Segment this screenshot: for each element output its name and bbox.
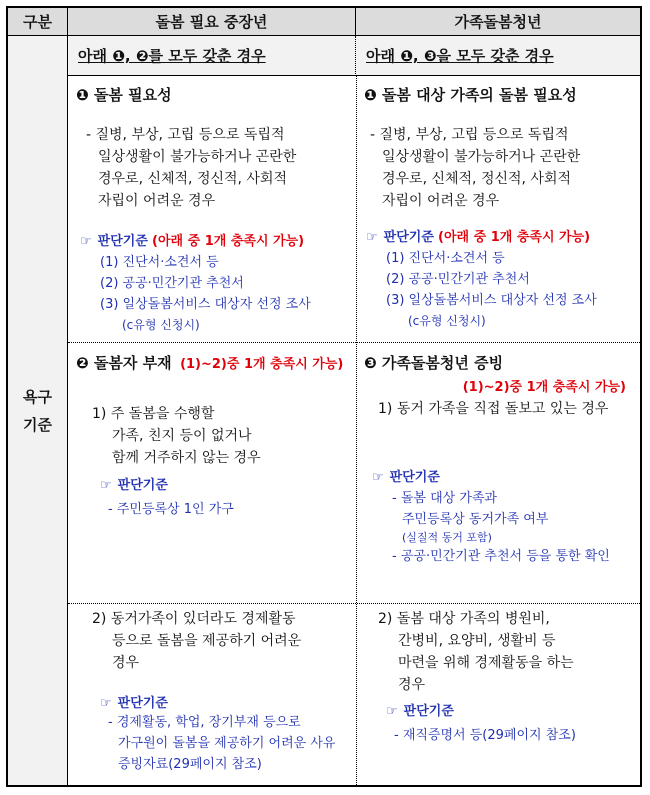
right-s1-criteria-label: 판단기준 xyxy=(383,230,434,245)
right-section2-desc xyxy=(378,398,608,420)
right-s3-desc-line4: 경우 xyxy=(398,677,426,693)
left-s3-desc-line1: 2) 동거가족이 있더라도 경제활동 xyxy=(92,611,296,627)
left-s1-criteria-label: 판단기준 xyxy=(97,234,148,249)
left-section2-criteria xyxy=(100,474,168,493)
left-s2-note: (1)~2)중 1개 충족시 가능) xyxy=(180,357,344,372)
left-s3-desc-line2: 등으로 돌봄을 제공하기 어려운 xyxy=(112,633,302,649)
right-s3-criteria-label: 판단기준 xyxy=(403,704,454,719)
left-s1-item1: (1) 진단서·소견서 등 xyxy=(100,255,219,270)
left-section1-title: ❶ 돌봄 필요성 xyxy=(76,86,172,104)
left-section3-desc xyxy=(92,608,301,674)
left-s2-desc-line1: 1) 주 돌봄을 수행할 xyxy=(92,406,215,422)
left-s2-desc-line2: 가족, 친지 등이 없거나 xyxy=(112,428,252,444)
left-section3-criteria xyxy=(100,692,168,711)
left-s1-criteria-note: (아래 중 1개 충족시 가능) xyxy=(152,234,305,249)
right-s2-criteria-label: 판단기준 xyxy=(389,470,440,485)
right-section1-title: ❶ 돌봄 대상 가족의 돌봄 필요성 xyxy=(364,86,577,104)
right-section3-items xyxy=(394,724,576,743)
right-s1-desc-line3: 경우로, 신체적, 정신적, 사회적 xyxy=(382,171,571,187)
right-s2-item4: - 공공·민간기관 추천서 등을 통한 확인 xyxy=(392,549,610,564)
left-s2-criteria-label: 판단기준 xyxy=(117,478,168,493)
left-section1-criteria xyxy=(80,230,304,249)
right-section2-title: ❸ 가족돌봄청년 증빙 xyxy=(364,354,504,372)
right-section3-criteria xyxy=(386,700,454,719)
right-s2-item1: - 돌봄 대상 가족과 xyxy=(392,491,497,506)
subheader-left xyxy=(68,36,356,76)
right-s1-desc-line2: 일상생활이 불가능하거나 곤란한 xyxy=(382,149,581,165)
pointing-hand-icon: ☞ xyxy=(366,230,378,245)
right-s2-item2: 주민등록상 동거가족 여부 xyxy=(402,512,549,527)
right-s1-item1: (1) 진단서·소견서 등 xyxy=(386,251,505,266)
left-s1-desc-line1: - 질병, 부상, 고립 등으로 독립적 xyxy=(86,127,285,143)
pointing-hand-icon: ☞ xyxy=(100,696,112,711)
right-s2-item3: (실질적 동거 포함) xyxy=(402,531,492,544)
subheader-right xyxy=(356,36,640,76)
eligibility-table xyxy=(6,6,642,787)
category-label-line1: 욕구 xyxy=(23,387,52,406)
right-s1-desc-line1: - 질병, 부상, 고립 등으로 독립적 xyxy=(370,127,569,143)
left-s1-desc-line2: 일상생활이 불가능하거나 곤란한 xyxy=(98,149,297,165)
pointing-hand-icon: ☞ xyxy=(372,470,384,485)
left-section1-desc xyxy=(86,124,296,212)
left-s3-criteria-label: 판단기준 xyxy=(117,696,168,711)
right-s1-item3: (3) 일상돌봄서비스 대상자 선정 조사 xyxy=(386,293,597,308)
right-s1-item2: (2) 공공·민간기관 추천서 xyxy=(386,272,530,287)
left-s2-desc-line3: 함께 거주하지 않는 경우 xyxy=(112,450,261,466)
right-s2-desc-line1: 1) 동거 가족을 직접 돌보고 있는 경우 xyxy=(378,401,609,417)
left-s1-item2: (2) 공공·민간기관 추천서 xyxy=(100,276,244,291)
right-section2-items xyxy=(392,488,610,567)
right-section3-desc xyxy=(378,608,574,696)
right-s1-item4: (c유형 신청시) xyxy=(408,314,486,328)
subheader-left-text: 아래 ❶, ❷를 모두 갖춘 경우 xyxy=(78,47,266,65)
right-s3-desc-line2: 간병비, 요양비, 생활비 등 xyxy=(398,633,556,649)
left-section1-items xyxy=(100,252,311,336)
column-divider xyxy=(356,76,357,785)
right-section1-criteria xyxy=(366,226,590,245)
right-section1-desc xyxy=(370,124,580,212)
row-divider-1 xyxy=(68,342,640,343)
right-section1-items xyxy=(386,248,597,332)
pointing-hand-icon: ☞ xyxy=(80,234,92,249)
pointing-hand-icon: ☞ xyxy=(386,704,398,719)
left-s1-desc-line4: 자립이 어려운 경우 xyxy=(98,193,216,209)
right-s1-criteria-note: (아래 중 1개 충족시 가능) xyxy=(438,230,591,245)
header-family-caregiver-youth: 가족돌봄청년 xyxy=(356,8,640,36)
right-s3-desc-line3: 마련을 위해 경제활동을 하는 xyxy=(398,655,574,671)
left-section2-desc xyxy=(92,403,261,469)
subheader-right-text: 아래 ❶, ❸을 모두 갖춘 경우 xyxy=(366,47,554,65)
row-divider-2 xyxy=(68,603,640,604)
left-section2-items xyxy=(108,498,234,517)
left-s3-item2: 가구원이 돌봄을 제공하기 어려운 사유 xyxy=(118,736,336,751)
right-section2-note: (1)~2)중 1개 충족시 가능) xyxy=(462,380,626,395)
left-section2-title xyxy=(76,352,343,373)
right-section2-criteria xyxy=(372,466,440,485)
left-section3-items xyxy=(108,712,335,775)
header-category: 구분 xyxy=(8,8,68,36)
left-s3-item1: - 경제활동, 학업, 장기부재 등으로 xyxy=(108,715,301,730)
pointing-hand-icon: ☞ xyxy=(100,478,112,493)
left-s1-item4: (c유형 신청시) xyxy=(122,318,200,332)
left-s2-title-text: ❷ 돌봄자 부재 xyxy=(76,354,172,372)
left-s3-item3: 증빙자료(29페이지 참조) xyxy=(118,757,262,772)
right-s3-item1: - 재직증명서 등(29페이지 참조) xyxy=(394,728,576,743)
category-cell xyxy=(8,36,68,785)
left-s2-item1: - 주민등록상 1인 가구 xyxy=(108,502,234,517)
header-middle-aged: 돌봄 필요 중장년 xyxy=(68,8,356,36)
left-s1-item3: (3) 일상돌봄서비스 대상자 선정 조사 xyxy=(100,297,311,312)
right-s1-desc-line4: 자립이 어려운 경우 xyxy=(382,193,500,209)
left-s3-desc-line3: 경우 xyxy=(112,655,140,671)
right-s3-desc-line1: 2) 돌봄 대상 가족의 병원비, xyxy=(378,611,550,627)
left-s1-desc-line3: 경우로, 신체적, 정신적, 사회적 xyxy=(98,171,287,187)
category-label-line2: 기준 xyxy=(23,415,52,434)
